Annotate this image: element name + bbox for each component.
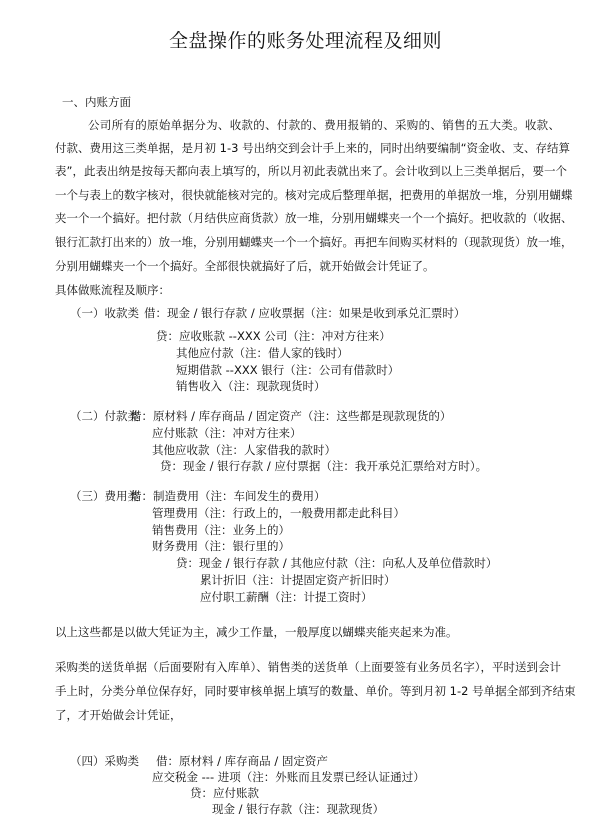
expenses-debit-line: 财务费用（注：银行里的） <box>152 539 290 553</box>
summary-text: 以上这些都是以做大凭证为主，减少工作量，一般厚度以蝴蝶夹能夹起来为准。 <box>55 625 458 639</box>
paragraph-line: 分别用蝴蝶夹一个一个搞好。全部很快就搞好了后，就开始做会计凭证了。 <box>55 259 435 273</box>
payments-debit-line: 应付账款（注：冲对方往来） <box>152 426 302 440</box>
paragraph-line: 采购类的送货单据（后面要附有入库单）、销售类的送货单（上面要签有业务员名字），平时送到会计 <box>55 660 561 674</box>
expenses-credit-line: 累计折旧（注：计提固定资产折旧时） <box>200 573 396 587</box>
payments-debit-line: 其他应收款（注：人家借我的款时） <box>152 443 336 457</box>
payments-credit: 贷：现金 / 银行存款 / 应付票据（注：我开承兑汇票给对方时）。 <box>160 459 488 473</box>
purchases-credit-line: 贷：应付账款 <box>190 786 259 800</box>
purchases-debit-line: 借：原材料 / 库存商品 / 固定资产 <box>156 754 328 768</box>
expenses-credit-line: 贷：现金 / 银行存款 / 其他应付款（注：向私人及单位借款时） <box>176 556 498 570</box>
paragraph-line: 银行汇款打出来的）放一堆，分别用蝴蝶夹一个一个搞好。再把车间购买材料的（现款现货）放一堆， <box>55 235 573 249</box>
receipts-debit: 借：现金 / 银行存款 / 应收票据（注：如果是收到承兑汇票时） <box>144 306 466 320</box>
expenses-credit-line: 应付职工薪酬（注：计提工资时） <box>200 590 373 604</box>
receipts-label: （一）收款类 <box>70 306 139 320</box>
paragraph-line: 付款、费用这三类单据，是月初 1-3 号出纳交到会计手上来的，同时出纳要编制“资金收、支、存结算 <box>55 141 571 155</box>
page-title: 全盘操作的账务处理流程及细则 <box>168 30 442 52</box>
flow-heading: 具体做账流程及顺序： <box>55 283 170 297</box>
section-heading-internal: 一、内账方面 <box>62 95 131 109</box>
paragraph-line: 了，才开始做会计凭证， <box>55 708 182 722</box>
expenses-debit-line: 销售费用（注：业务上的） <box>152 523 290 537</box>
paragraph-line: 表”，此表出纳是按每天都向表上填写的，所以月初此表就出来了。会计收到以上三类单据后，要一个 <box>55 164 567 178</box>
receipts-credit-line: 贷：应收账款 --XXX 公司（注：冲对方往来） <box>156 329 391 343</box>
purchases-label: （四）采购类 <box>70 754 139 768</box>
purchases-credit-line: 现金 / 银行存款（注：现款现货） <box>212 802 385 816</box>
receipts-credit-line: 其他应付款（注：借人家的钱时） <box>176 346 349 360</box>
expenses-debit-line: 管理费用（注：行政上的，一般费用都走此科目） <box>152 506 405 520</box>
payments-debit-line: 借：原材料 / 库存商品 / 固定资产（注：这些都是现款现货的） <box>130 409 452 423</box>
receipts-credit-line: 销售收入（注：现款现货时） <box>176 379 326 393</box>
paragraph-line: 夹一个一个搞好。把付款（月结供应商货款）放一堆，分别用蝴蝶夹一个一个搞好。把收款的（收据、 <box>55 211 573 225</box>
paragraph-line: 手上时，分类分单位保存好，同时要审核单据上填写的数量、单价。等到月初 1-2 号单据全部到齐结束 <box>55 684 576 698</box>
paragraph-line: 公司所有的原始单据分为、收款的、付款的、费用报销的、采购的、销售的五大类。收款、 <box>88 118 560 132</box>
payments-label: （二）付款类 <box>70 409 139 423</box>
purchases-debit-line: 应交税金 --- 进项（注：外账而且发票已经认证通过） <box>152 770 425 784</box>
paragraph-line: 一个与表上的数字核对，很快就能核对完的。核对完成后整理单据，把费用的单据放一堆，分别用蝴蝶 <box>55 188 573 202</box>
expenses-debit-line: 借：制造费用（注：车间发生的费用） <box>130 489 326 503</box>
expenses-label: （三）费用类 <box>70 489 139 503</box>
receipts-credit-line: 短期借款 --XXX 银行（注：公司有借款时） <box>176 363 400 377</box>
